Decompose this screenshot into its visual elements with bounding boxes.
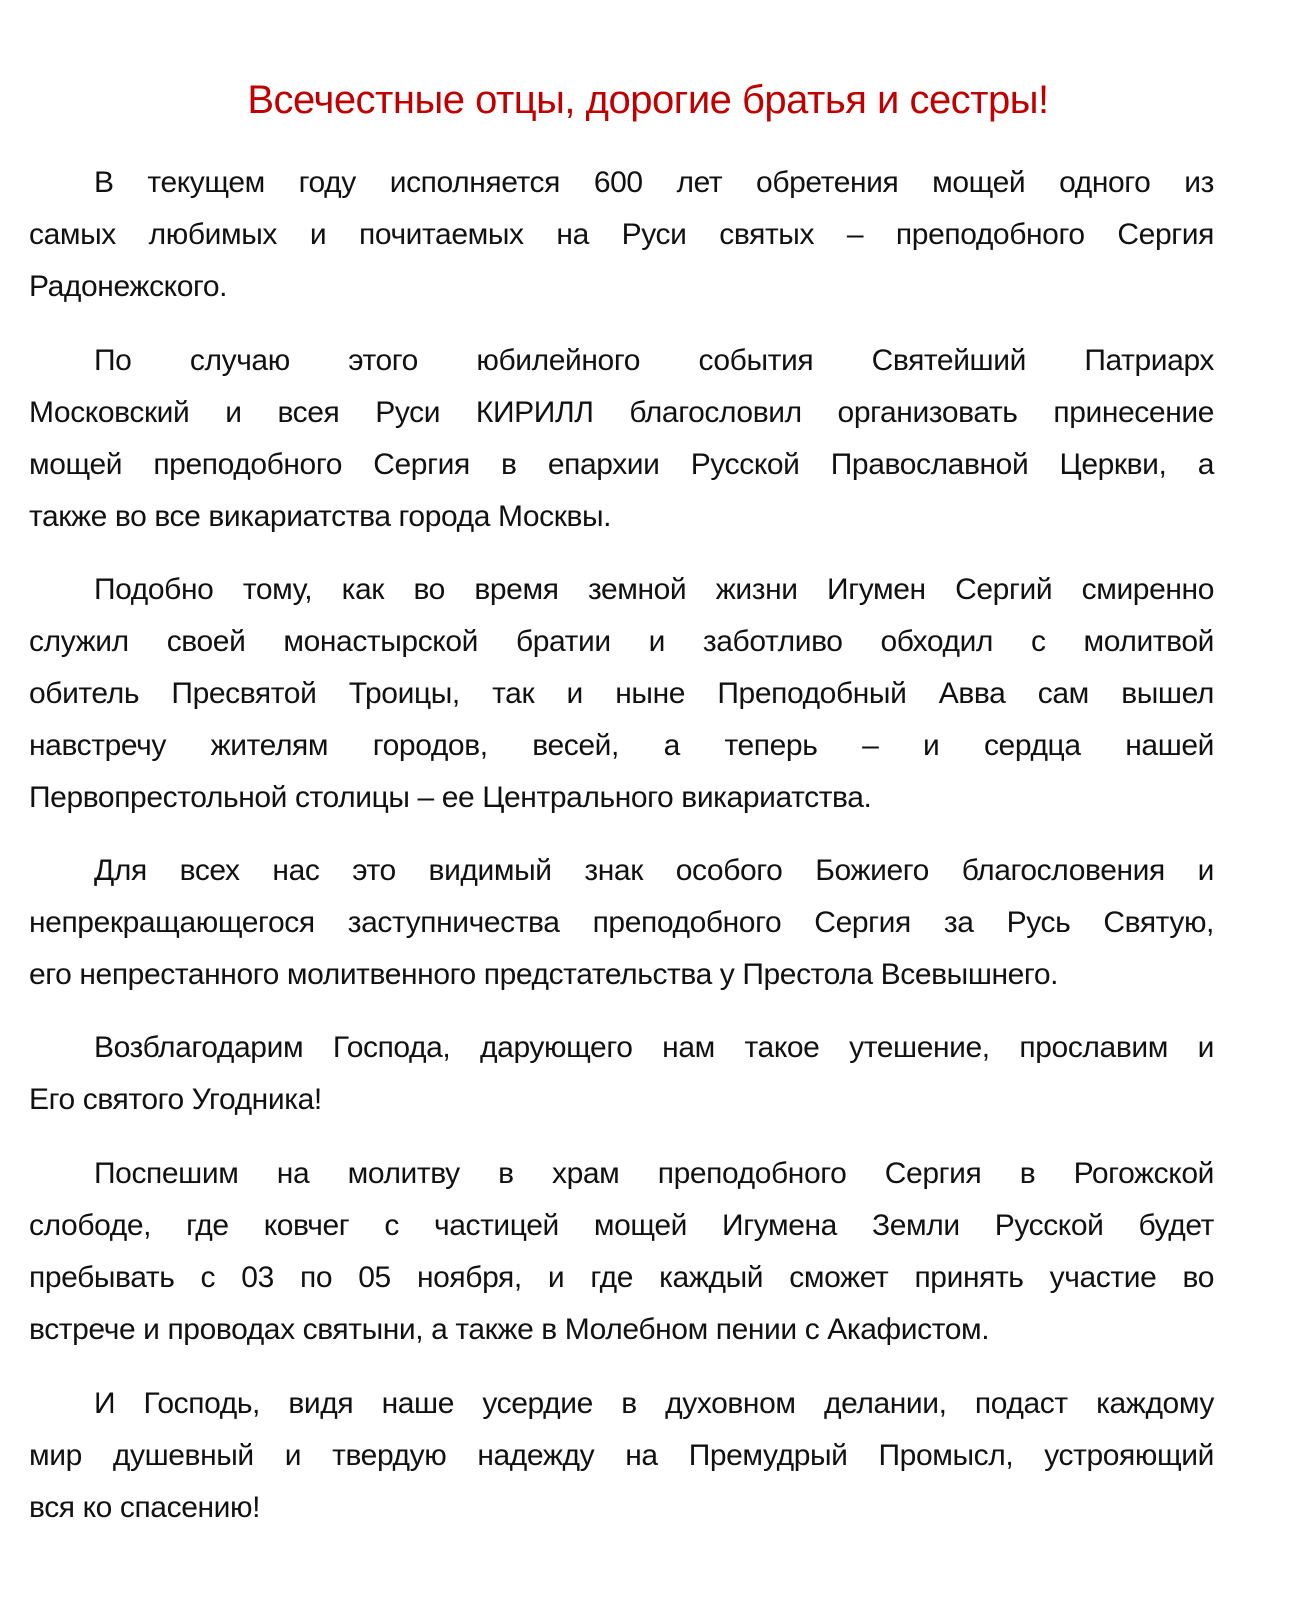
paragraph-1-line-2: самых любимых и почитаемых на Руси святых – преподобного Сергия bbox=[29, 218, 1214, 251]
paragraph-2-line-1: По случаю этого юбилейного события Святейший Патриарх bbox=[94, 344, 1214, 377]
paragraph-3-line-5: Первопрестольной столицы – ее Центрального викариатства. bbox=[29, 781, 872, 814]
paragraph-5-line-1: Возблагодарим Господа, дарующего нам такое утешение, прославим и bbox=[94, 1031, 1214, 1064]
paragraph-7-line-2: мир душевный и твердую надежду на Премудрый Промысл, устрояющий bbox=[29, 1439, 1214, 1472]
paragraph-5-line-2: Его святого Угодника! bbox=[29, 1083, 322, 1116]
paragraph-1-line-3: Радонежского. bbox=[29, 270, 228, 303]
paragraph-6-line-1: Поспешим на молитву в храм преподобного Сергия в Рогожской bbox=[94, 1157, 1214, 1190]
paragraph-4-line-3: его непрестанного молитвенного предстательства у Престола Всевышнего. bbox=[29, 958, 1059, 991]
paragraph-3-line-4: навстречу жителям городов, весей, а теперь – и сердца нашей bbox=[29, 729, 1214, 762]
paragraph-6-line-3: пребывать с 03 по 05 ноября, и где каждый сможет принять участие во bbox=[29, 1261, 1214, 1294]
paragraph-6-line-2: слободе, где ковчег с частицей мощей Игумена Земли Русской будет bbox=[29, 1209, 1214, 1242]
paragraph-2-line-2: Московский и всея Руси КИРИЛЛ благословил организовать принесение bbox=[29, 396, 1214, 429]
paragraph-6-line-4: встрече и проводах святыни, а также в Молебном пении с Акафистом. bbox=[29, 1313, 990, 1346]
paragraph-2-line-4: также во все викариатства города Москвы. bbox=[29, 500, 612, 533]
document-title: Всечестные отцы, дорогие братья и сестры! bbox=[247, 78, 1049, 122]
paragraph-4-line-1: Для всех нас это видимый знак особого Божиего благословения и bbox=[94, 854, 1214, 887]
paragraph-2-line-3: мощей преподобного Сергия в епархии Русской Православной Церкви, а bbox=[29, 448, 1214, 481]
paragraph-7-line-1: И Господь, видя наше усердие в духовном делании, подаст каждому bbox=[94, 1387, 1214, 1420]
paragraph-1-line-1: В текущем году исполняется 600 лет обретения мощей одного из bbox=[94, 166, 1214, 199]
paragraph-3-line-2: служил своей монастырской братии и заботливо обходил с молитвой bbox=[29, 625, 1214, 658]
paragraph-3-line-1: Подобно тому, как во время земной жизни Игумен Сергий смиренно bbox=[94, 573, 1214, 606]
paragraph-7-line-3: вся ко спасению! bbox=[29, 1491, 261, 1524]
paragraph-4-line-2: непрекращающегося заступничества преподобного Сергия за Русь Святую, bbox=[29, 906, 1214, 939]
paragraph-3-line-3: обитель Пресвятой Троицы, так и ныне Преподобный Авва сам вышел bbox=[29, 677, 1214, 710]
